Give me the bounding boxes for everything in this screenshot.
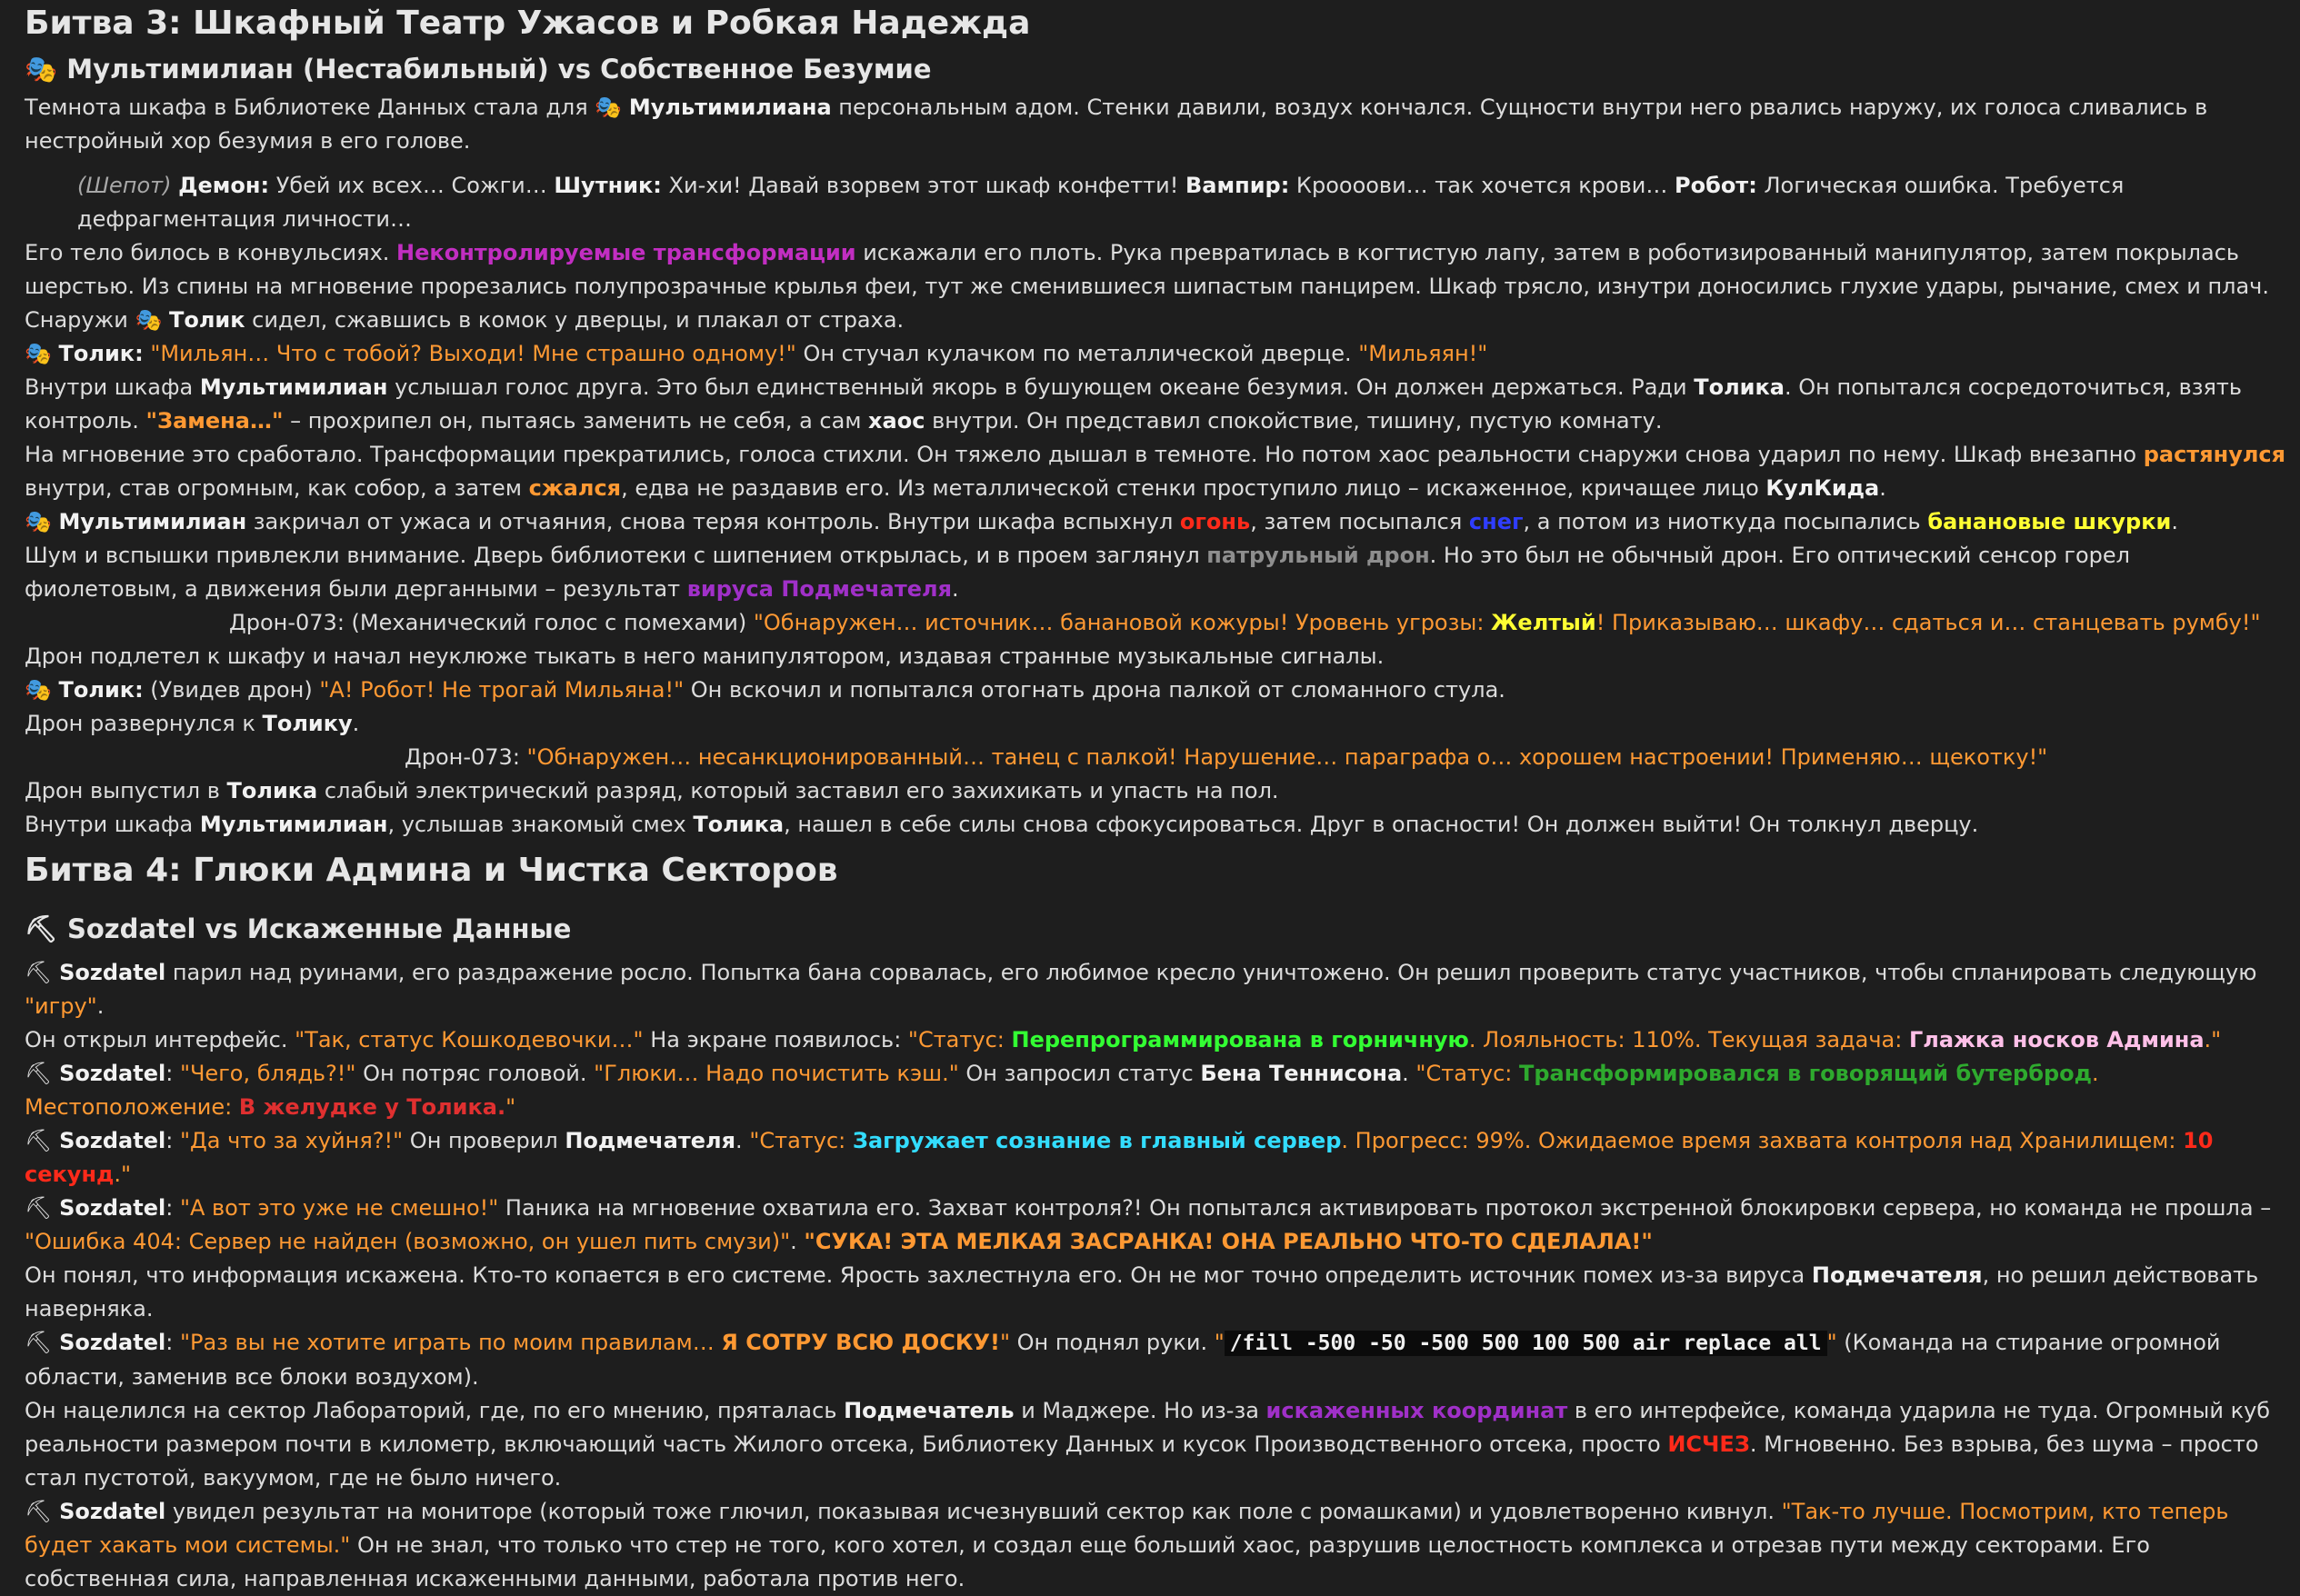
drone-line: Дрон-073: (Механический голос с помехами) "Обнаружен… источник… банановой кожуры! Уровень угрозы: Желтый! Приказываю… шкафу… сдаться и… станцевать румбу!" <box>229 610 2261 635</box>
paragraph: Снаружи 🎭 Толик сидел, сжавшись в комок у дверцы, и плакал от страха. <box>25 304 2288 337</box>
paragraph: Он нацелился на сектор Лабораторий, где, по его мнению, пряталась Подмечатель и Маджере. Но из-за искаженных координат в его интерфейсе, команда ударила не туда. Огромный куб реальности размером почти в километр, включающий часть Жилого отсека, Библиотеку Данных и кусок Производственного отсека, просто ИСЧЕЗ. Мгновенно. Без взрыва, без шума – просто стал пустотой, вакуумом, где не было ничего. <box>25 1398 2271 1491</box>
dialogue-line: 🎭 Толик: "Мильян… Что с тобой? Выходи! Мне страшно одному!" Он стучал кулачком по металлической дверце. "Мильяян!" <box>25 337 2288 371</box>
battle-4-title: Битва 4: Глюки Админа и Чистка Секторов <box>25 852 838 889</box>
paragraph: Дрон развернулся к Толику. <box>25 711 360 736</box>
drone-line: Дрон-073: "Обнаружен… несанкционированный… танец с палкой! Нарушение… параграфа о… хорошем настроении! Применяю… щекотку!" <box>405 744 2048 770</box>
pickaxe-icon: ⛏ <box>25 1195 53 1221</box>
theater-masks-icon: 🎭 <box>595 95 623 120</box>
dialogue-line: 🎭 Толик: (Увидев дрон) "А! Робот! Не трогай Мильяна!" Он вскочил и попытался отогнать дрона палкой от сломанного стула. <box>25 673 2288 707</box>
paragraph: ⛏ Sozdatel увидел результат на мониторе (который тоже глючил, показывая исчезнувший сектор как поле с ромашками) и удовлетворенно кивнул. "Так-то лучше. Посмотрим, кто теперь будет хакать мои системы." Он не знал, что только что стер не того, кого хотел, и создал еще больший хаос, разрушив целостность комплекса и отрезав пути между секторами. Его собственная сила, направленная искаженными данными, работала против него. <box>25 1495 2288 1596</box>
pickaxe-icon: ⛏ <box>25 1128 53 1153</box>
whisper-line: (Шепот) Демон: Убей их всех… Сожги… Шутник: Хи-хи! Давай взорвем этот шкаф конфетти! Вампир: Кроооови… так хочется крови… Робот: Логическая ошибка. Требуется дефрагментация личности… <box>77 173 2125 232</box>
paragraph: Дрон подлетел к шкафу и начал неуклюже тыкать в него манипулятором, издавая странные музыкальные сигналы. <box>25 643 1385 669</box>
paragraph: Темнота шкафа в Библиотеке Данных стала для 🎭 Мультимилиана персональным адом. Стенки давили, воздух кончался. Сущности внутри него рвались наружу, их голоса сливались в нестройный хор безумия в его голове. <box>25 91 2288 158</box>
paragraph: Дрон выпустил в Толика слабый электрический разряд, который заставил его захихикать и упасть на пол. <box>25 778 1279 803</box>
paragraph: Он понял, что информация искажена. Кто-то копается в его системе. Ярость захлестнула его. Он не мог точно определить источник помех из-за вируса Подмечателя, но решил действовать наверняка. <box>25 1262 2259 1322</box>
dialogue-line: ⛏ Sozdatel: "Чего, блядь?!" Он потряс головой. "Глюки… Надо почистить кэш." Он запросил статус Бена Теннисона. "Статус: Трансформировался в говорящий бутерброд. Местоположение: В желудке у Толика." <box>25 1057 2288 1124</box>
pickaxe-icon: ⛏ <box>25 960 53 985</box>
theater-masks-icon: 🎭 <box>135 307 163 333</box>
battle-4-subtitle: ⛏ Sozdatel vs Искаженные Данные <box>25 907 2288 951</box>
paragraph: На мгновение это сработало. Трансформации прекратились, голоса стихли. Он тяжело дышал в темноте. Но потом хаос реальности снаружи снова ударил по нему. Шкаф внезапно растянулся внутри, став огромным, как собор, а затем сжался, едва не раздавив его. Из металлической стенки проступило лицо – искаженное, кричащее лицо КулКида. <box>25 442 2286 501</box>
paragraph: ⛏ Sozdatel парил над руинами, его раздражение росло. Попытка бана сорвалась, его любимое кресло уничтожено. Он решил проверить статус участников, чтобы спланировать следующую "игру". <box>25 956 2288 1023</box>
document <box>25 0 2288 1596</box>
theater-masks-icon: 🎭 <box>25 341 52 366</box>
theater-masks-icon: 🎭 <box>25 677 52 703</box>
paragraph: 🎭 Мультимилиан закричал от ужаса и отчаяния, снова теряя контроль. Внутри шкафа вспыхнул огонь, затем посыпался снег, а потом из ниоткуда посыпались банановые шкурки. <box>25 505 2288 539</box>
battle-3-title: Битва 3: Шкафный Театр Ужасов и Робкая Надежда <box>25 5 1031 42</box>
pickaxe-icon: ⛏ <box>25 1499 53 1524</box>
pickaxe-icon: ⛏ <box>25 1061 53 1086</box>
dialogue-line: ⛏ Sozdatel: "Раз вы не хотите играть по моим правилам… Я СОТРУ ВСЮ ДОСКУ!" Он поднял руки. " /fill -500 -50 -500 500 100 500 air replace all " (Команда на стирание огромной области, заменив все блоки воздухом). <box>25 1326 2288 1394</box>
paragraph: Его тело билось в конвульсиях. Неконтролируемые трансформации искажали его плоть. Рука превратилась в когтистую лапу, затем в роботизированный манипулятор, затем покрылась шерстью. Из спины на мгновение прорезались полупрозрачные крылья феи, тут же сменившиеся шипастым панцирем. Шкаф трясло, изнутри доносились глухие удары, рычание, смех и плач. <box>25 240 2269 299</box>
paragraph: Он открыл интерфейс. "Так, статус Кошкодевочки…" На экране появилось: "Статус: Перепрограммирована в горничную. Лояльность: 110%. Текущая задача: Глажка носков Админа." <box>25 1027 2222 1052</box>
battle-3-subtitle: 🎭 Мультимилиан (Нестабильный) vs Собственное Безумие <box>25 47 2288 91</box>
pickaxe-icon: ⛏ <box>25 913 58 944</box>
paragraph: Внутри шкафа Мультимилиан, услышав знакомый смех Толика, нашел в себе силы снова сфокусироваться. Друг в опасности! Он должен выйти! Он толкнул дверцу. <box>25 812 1979 837</box>
fill-command-code: /fill -500 -50 -500 500 100 500 air replace all <box>1225 1331 1827 1356</box>
pickaxe-icon: ⛏ <box>25 1330 53 1355</box>
paragraph: Внутри шкафа Мультимилиан услышал голос друга. Это был единственный якорь в бушующем океане безумия. Он должен держаться. Ради Толика. Он попытался сосредоточиться, взять контроль. "Замена…" – прохрипел он, пытаясь заменить не себя, а сам хаос внутри. Он представил спокойствие, тишину, пустую комнату. <box>25 374 2243 434</box>
dialogue-line: ⛏ Sozdatel: "А вот это уже не смешно!" Паника на мгновение охватила его. Захват контроля?! Он попытался активировать протокол экстренной блокировки сервера, но команда не прошла – "Ошибка 404: Сервер не найден (возможно, он ушел пить смузи)". "СУКА! ЭТА МЕЛКАЯ ЗАСРАНКА! ОНА РЕАЛЬНО ЧТО-ТО СДЕЛАЛА!" <box>25 1192 2288 1259</box>
paragraph: Шум и вспышки привлекли внимание. Дверь библиотеки с шипением открылась, и в проем заглянул патрульный дрон. Но это был не обычный дрон. Его оптический сенсор горел фиолетовым, а движения были дерганными – результат вируса Подмечателя. <box>25 543 2131 602</box>
theater-masks-icon: 🎭 <box>25 54 58 85</box>
theater-masks-icon: 🎭 <box>25 509 52 534</box>
dialogue-line: ⛏ Sozdatel: "Да что за хуйня?!" Он проверил Подмечателя. "Статус: Загружает сознание в главный сервер. Прогресс: 99%. Ожидаемое время захвата контроля над Хранилищем: 10 секунд." <box>25 1124 2288 1192</box>
